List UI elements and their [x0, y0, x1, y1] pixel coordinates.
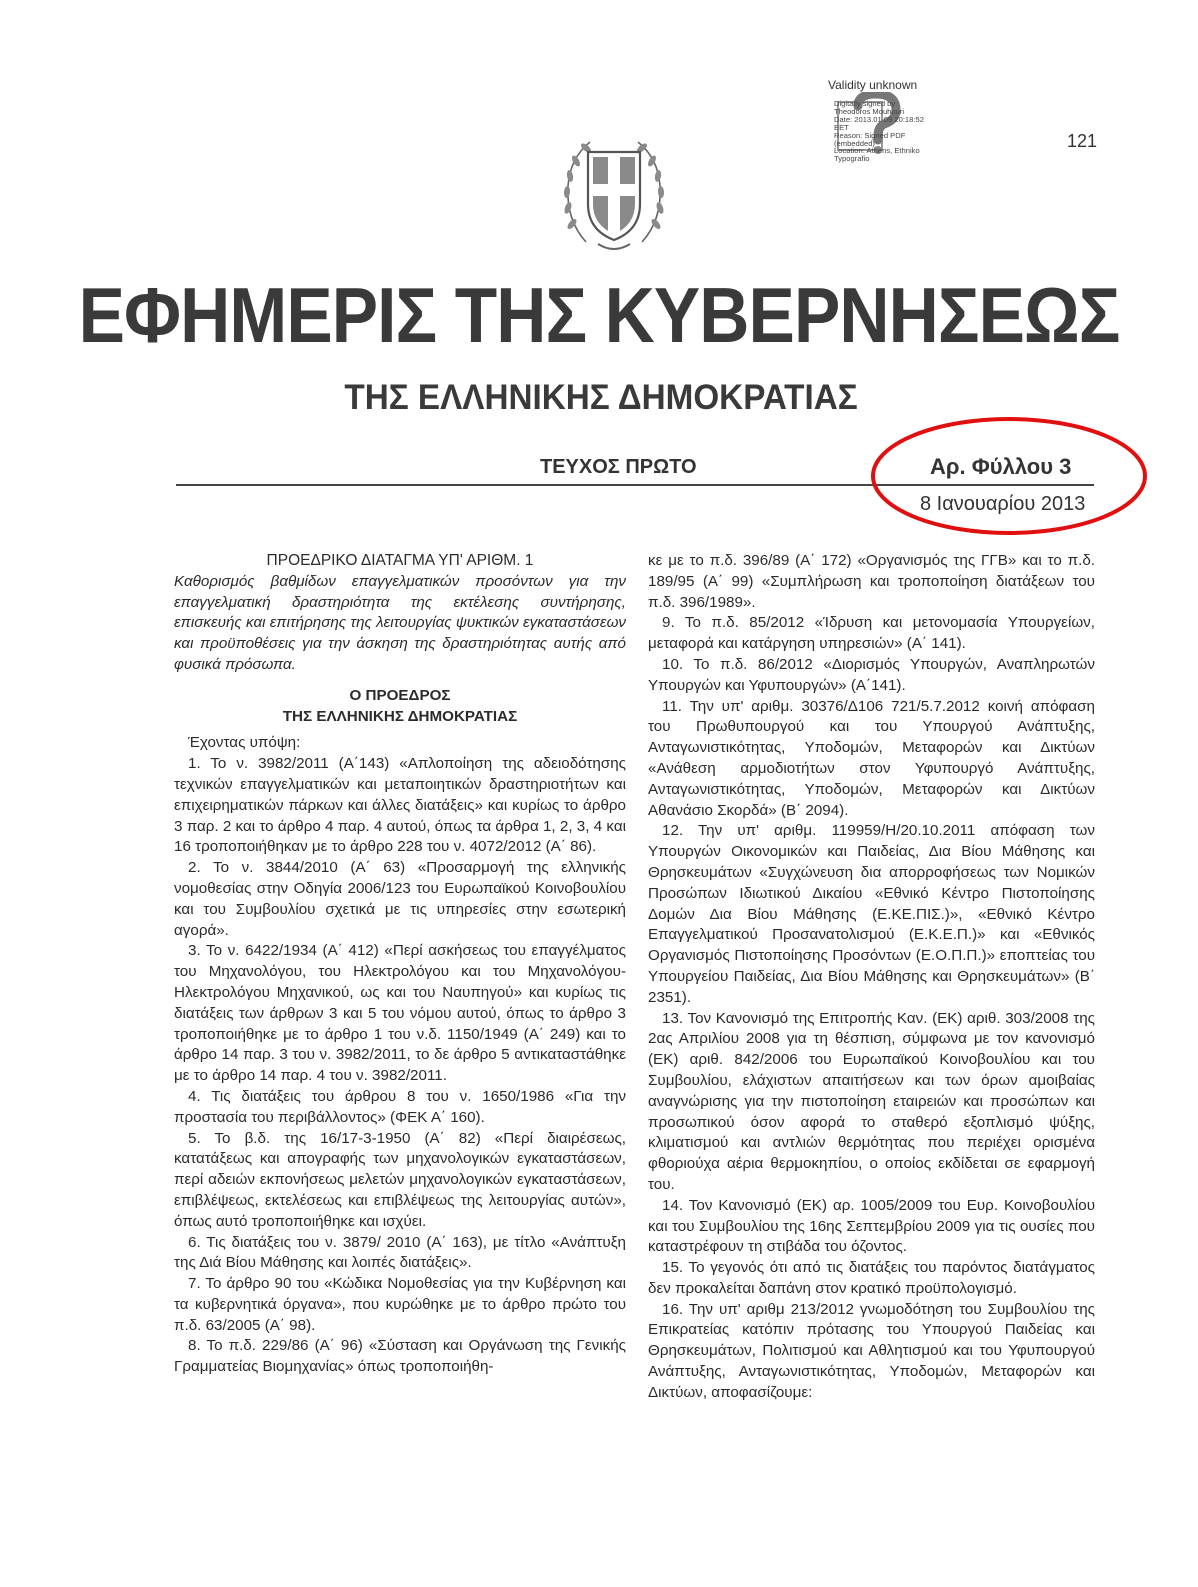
paragraph: 1. Το ν. 3982/2011 (Α΄143) «Απλοποίηση της αδειοδότησης τεχνικών επαγγελματικών και μεταποιητικών δραστηριοτήτων και επιχειρηματικών πάρκων και άλλες διατάξεις» και κυρίως το άρθρο 3 παρ. 2 και το άρθρο 4 παρ. 4 αυτού, όπως τα άρθρα 1, 2, 3, 4 και 16 τροποποιήθηκαν με το άρθρο 228 του ν. 4072/2012 (Α΄ 86). [174, 755, 626, 856]
signature-line: Location: Athens, Ethniko [834, 146, 920, 156]
issue-series: ΤΕΥΧΟΣ ΠΡΩΤΟ [540, 456, 697, 478]
issue-date: 8 Ιανουαρίου 2013 [920, 493, 1086, 515]
signature-line: Reason: Signed PDF [834, 130, 906, 140]
paragraph: 8. Το π.δ. 229/86 (Α΄ 96) «Σύσταση και Οργάνωση της Γενικής Γραμματείας Βιομηχανίας» όπως τροποποιήθη- [174, 1337, 626, 1376]
paragraph: κε με το π.δ. 396/89 (Α΄ 172) «Οργανισμός της ΓΓΒ» και το π.δ. 189/95 (Α΄ 99) «Συμπλήρωση και τροποποίηση διατάξεων του π.δ. 396/1989». [648, 552, 1095, 611]
paragraph: 11. Την υπ' αριθμ. 30376/Δ106 721/5.7.2012 κοινή απόφαση του Πρωθυπουργού και του Υπουργού Ανάπτυξης, Ανταγωνιστικότητας, Υποδομών, Μεταφορών και Δικτύων «Ανάθεση αρμοδιοτήτων στον Υφυπουργό Ανάπτυξης, Ανταγωνιστικότητας, Υποδομών, Μεταφορών και Δικτύων Αθανάσιο Σκορδά» (Β΄ 2094). [648, 697, 1095, 819]
paragraph: 14. Τον Κανονισμό (ΕΚ) αρ. 1005/2009 του Ευρ. Κοινοβουλίου και του Συμβουλίου της 16ης Σεπτεμβρίου 2009 για τις ουσίες που καταστρέφουν τη στιβάδα του όζοντος. [648, 1196, 1095, 1256]
signature-validity-label: Validity unknown [828, 78, 918, 92]
page-number: 121 [1067, 131, 1098, 151]
paragraph: 3. Το ν. 6422/1934 (Α΄ 412) «Περί ασκήσεως του επαγγέλματος του Μηχανολόγου, του Ηλεκτρολόγου και του Μηχανολόγου- Ηλεκτρολόγου Μηχανικού, ως και του Ναυπηγού» και κυρίως τις διατάξεις των άρθρων 3 και 5 του νόμου αυτού, όπως το άρθρο 3 τροποποιήθηκε με το άρθρο 1 του ν.δ. 1150/1949 (Α΄ 249) και το άρθρο 14 παρ. 3 του ν. 3982/2011, το δε άρθρο 5 αντικαταστάθηκε με το άρθρο 14 παρ. 4 του ν. 3982/2011. [174, 942, 626, 1085]
paragraph: 7. Το άρθρο 90 του «Κώδικα Νομοθεσίας για την Κυβέρνηση και τα κυβερνητικά όργανα», που κυρώθηκε με το άρθρο πρώτο του π.δ. 63/2005 (Α΄ 98). [174, 1275, 626, 1334]
considerations-intro: Έχοντας υπόψη: [188, 734, 301, 752]
president-heading: Ο ΠΡΟΕΔΡΟΣ [349, 686, 451, 704]
right-column [648, 551, 1095, 1404]
signature-line: Date: 2013.01.09 20:18:52 [834, 114, 924, 124]
highlight-circle-annotation [868, 414, 1150, 538]
sheet-number: Αρ. Φύλλου 3 [930, 454, 1072, 479]
signature-line: Theodoros Mouhouri [834, 106, 905, 116]
president-heading-line2: ΤΗΣ ΕΛΛΗΝΙΚΗΣ ΔΗΜΟΚΡΑΤΙΑΣ [282, 707, 518, 725]
paragraph: 16. Την υπ' αριθμ 213/2012 γνωμοδότηση του Συμβουλίου της Επικρατείας κατόπιν πρότασης του Υπουργού Παιδείας και Θρησκευμάτων, Πολιτισμού και Αθλητισμού και του Υφυπουργού Ανάπτυξης, Ανταγωνιστικότητας, Υποδομών, Μεταφορών και Δικτύων, αποφασίζουμε: [648, 1300, 1095, 1401]
signature-line: Digitally signed by [834, 99, 896, 108]
paragraph: 15. Το γεγονός ότι από τις διατάξεις του παρόντος διατάγματος δεν προκαλείται δαπάνη στον κρατικό προϋπολογισμό. [648, 1259, 1095, 1297]
paragraph: 13. Τον Κανονισμό της Επιτροπής Καν. (ΕΚ) αριθ. 303/2008 της 2ας Απριλίου 2008 για τη θέσπιση, σύμφωνα με τον κανονισμό (ΕΚ) αριθ. 842/2006 του Ευρωπαϊκού Κοινοβουλίου και του Συμβουλίου, ελάχιστων απαιτήσεων και των όρων αμοιβαίας αναγνώρισης για την πιστοποίηση εταιρειών και προσώπων και προσωπικού όσον αφορά το σταθερό εξοπλισμό ψύξης, κλιματισμού και αντλιών θερμότητας που περιέχει ορισμένα φθοριούχα αέρια θερμοκηπίου, ο οποίος εκδίδεται σε εφαρμογή του. [648, 1009, 1095, 1193]
paragraph: 4. Τις διατάξεις του άρθρου 8 του ν. 1650/1986 «Για την προστασία του περιβάλλοντος» (ΦΕΚ Α΄ 160). [174, 1087, 626, 1126]
decree-title: ΠΡΟΕΔΡΙΚΟ ΔΙΑΤΑΓΜΑ ΥΠ' ΑΡΙΘΜ. 1 [266, 552, 534, 569]
signature-line: (embedded) [834, 138, 875, 148]
paragraph: 10. Το π.δ. 86/2012 «Διορισμός Υπουργών, Αναπληρωτών Υπουργών και Υφυπουργών» (Α΄141). [648, 655, 1095, 694]
paragraph: 2. Το ν. 3844/2010 (Α΄ 63) «Προσαρμογή της ελληνικής νομοθεσίας στην Οδηγία 2006/123 του Ευρωπαϊκού Κοινοβουλίου και του Συμβουλίου σχετικά με τις υπηρεσίες στην εσωτερική αγορά». [174, 859, 626, 939]
paragraph: 12. Την υπ' αριθμ. 119959/Η/20.10.2011 απόφαση των Υπουργών Οικονομικών και Παιδείας, Δια Βίου Μάθησης και Θρησκευμάτων «Συγχώνευση δια απορροφήσεως των Νομικών Προσώπων Ιδιωτικού Δικαίου «Εθνικό Κέντρο Πιστοποίησης Δομών Δια Βίου Μάθησης (Ε.ΚΕ.ΠΙΣ.)», «Εθνικό Κέντρο Επαγγελματικού Προσανατολισμού (Ε.Κ.Ε.Π.)» και «Εθνικός Οργανισμός Πιστοποίησης Προσόντων (Ε.Ο.Π.Π.)» εποπτείας του Υπουργείου Παιδείας, Δια Βίου Μάθησης και Θρησκευμάτων» (Β΄ 2351). [648, 822, 1095, 1006]
paragraph: 6. Τις διατάξεις του ν. 3879/ 2010 (Α΄ 163), με τίτλο «Ανάπτυξη της Διά Βίου Μάθησης και λοιπές διατάξεις». [174, 1233, 626, 1272]
gazette-title: ΕΦΗΜΕΡΙΣ ΤΗΣ ΚΥΒΕΡΝΗΣΕΩΣ [78, 271, 1120, 359]
signature-details [834, 100, 934, 163]
decree-subject: Καθορισμός βαθμίδων επαγγελματικών προσόντων για την επαγγελματική δραστηριότητα της εκτέλεσης συντήρησης, επισκευής και επιτήρησης της λειτουργίας ψυκτικών εγκαταστάσεων και προϋποθέσεις για την άσκηση της δραστηριότητας αυτής από φυσικά πρόσωπα. [174, 572, 626, 673]
signature-line: EET [834, 122, 849, 132]
paragraph: 9. Το π.δ. 85/2012 «Ίδρυση και μετονομασία Υπουργείων, μεταφορά και κατάργηση υπηρεσιών» (Α΄ 141). [648, 614, 1095, 653]
paragraph: 5. Το β.δ. της 16/17-3-1950 (Α΄ 82) «Περί διαιρέσεως, κατατάξεως και απογραφής των μηχανολογικών εγκαταστάσεων, περί αδειών εκπονήσεως μελετών μηχανολογικών εγκαταστάσεων, επιβλέψεως, εκτελέσεως και επιβλέψεως της λειτουργίας αυτών», όπως αυτό τροποποιήθηκε και ισχύει. [174, 1129, 626, 1230]
left-column [174, 551, 626, 1378]
greek-coat-of-arms-icon [560, 124, 668, 260]
signature-line: Typografio [834, 154, 870, 164]
gazette-subtitle: ΤΗΣ ΕΛΛΗΝΙΚΗΣ ΔΗΜΟΚΡΑΤΙΑΣ [344, 378, 858, 417]
